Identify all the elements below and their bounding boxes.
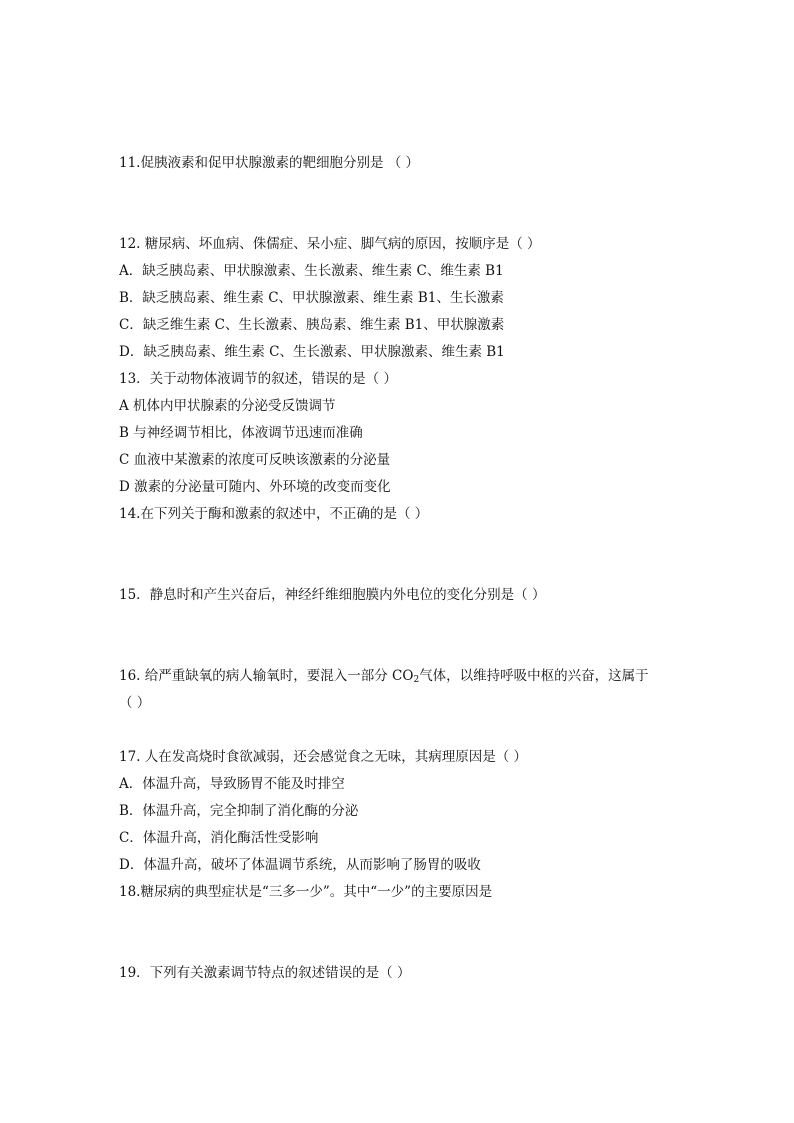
q13-option-d[interactable]: D 激素的分泌量可随内、外环境的改变而变化 — [119, 479, 391, 495]
q12-stem: 12. 糖尿病、坏血病、侏儒症、呆小症、脚气病的原因，按顺序是（ ） — [119, 236, 541, 252]
q11-stem: 11.促胰液素和促甲状腺激素的靶细胞分别是 （ ） — [119, 155, 420, 171]
q13-option-c[interactable]: C 血液中某激素的浓度可反映该激素的分泌量 — [119, 452, 391, 468]
q17-option-b[interactable]: B．体温升高，完全抑制了消化酶的分泌 — [119, 803, 359, 819]
q15-stem: 15．静息时和产生兴奋后，神经纤维细胞膜内外电位的变化分别是（ ） — [119, 587, 546, 603]
q12-option-c[interactable]: C．缺乏维生素 C、生长激素、胰岛素、维生素 B1、甲状腺激素 — [119, 317, 505, 333]
q12-option-d[interactable]: D．缺乏胰岛素、维生素 C、生长激素、甲状腺激素、维生素 B1 — [119, 344, 505, 360]
q12-option-b[interactable]: B．缺乏胰岛素、维生素 C、甲状腺激素、维生素 B1、生长激素 — [119, 290, 504, 306]
q12-option-a[interactable]: A．缺乏胰岛素、甲状腺激素、生长激素、维生素 C、维生素 B1 — [119, 263, 504, 279]
q10-options-row1 — [119, 96, 734, 123]
q17-option-d[interactable]: D．体温升高，破坏了体温调节系统，从而影响了肠胃的吸收 — [119, 857, 481, 873]
q15-options-row2 — [119, 636, 734, 663]
q11-options-row2 — [119, 204, 734, 231]
q18-stem: 18.糖尿病的典型症状是“三多一少”。其中“一少”的主要原因是 — [119, 884, 493, 900]
q16-stem — [119, 663, 734, 690]
q14-stem: 14.在下列关于酶和激素的叙述中，不正确的是（ ） — [119, 506, 429, 522]
q13-option-a[interactable]: A 机体内甲状腺素的分泌受反馈调节 — [119, 398, 336, 414]
q17-stem: 17. 人在发高烧时食欲减弱，还会感觉食之无味，其病理原因是（ ） — [119, 749, 528, 765]
q15-options-row1 — [119, 609, 734, 636]
q16-stem-pre: 16. 给严重缺氧的病人输氧时，要混入一部分 CO — [119, 668, 414, 684]
q16-stem-paren: （ ） — [119, 695, 151, 711]
q16-stem-subscript: 2 — [413, 675, 420, 685]
q19-stem: 19．下列有关激素调节特点的叙述错误的是（ ） — [119, 965, 411, 981]
q14-options-row1 — [119, 528, 734, 555]
q16-options — [119, 717, 734, 744]
q14-options-row2 — [119, 555, 734, 582]
q16-stem-post: 气体，以维持呼吸中枢的兴奋，这属于 — [419, 668, 649, 684]
q18-options-row2 — [119, 933, 734, 960]
q17-option-c[interactable]: C．体温升高，消化酶活性受影响 — [119, 830, 319, 846]
q11-options-row1 — [119, 177, 734, 204]
q13-stem: 13．关于动物体液调节的叙述，错误的是（ ） — [119, 371, 397, 387]
q13-option-b[interactable]: B 与神经调节相比，体液调节迅速而准确 — [119, 425, 363, 441]
q10-options-row2 — [119, 123, 734, 150]
q19-options — [119, 987, 734, 1014]
q17-option-a[interactable]: A．体温升高，导致肠胃不能及时排空 — [119, 776, 345, 792]
q18-options-row1 — [119, 906, 734, 933]
